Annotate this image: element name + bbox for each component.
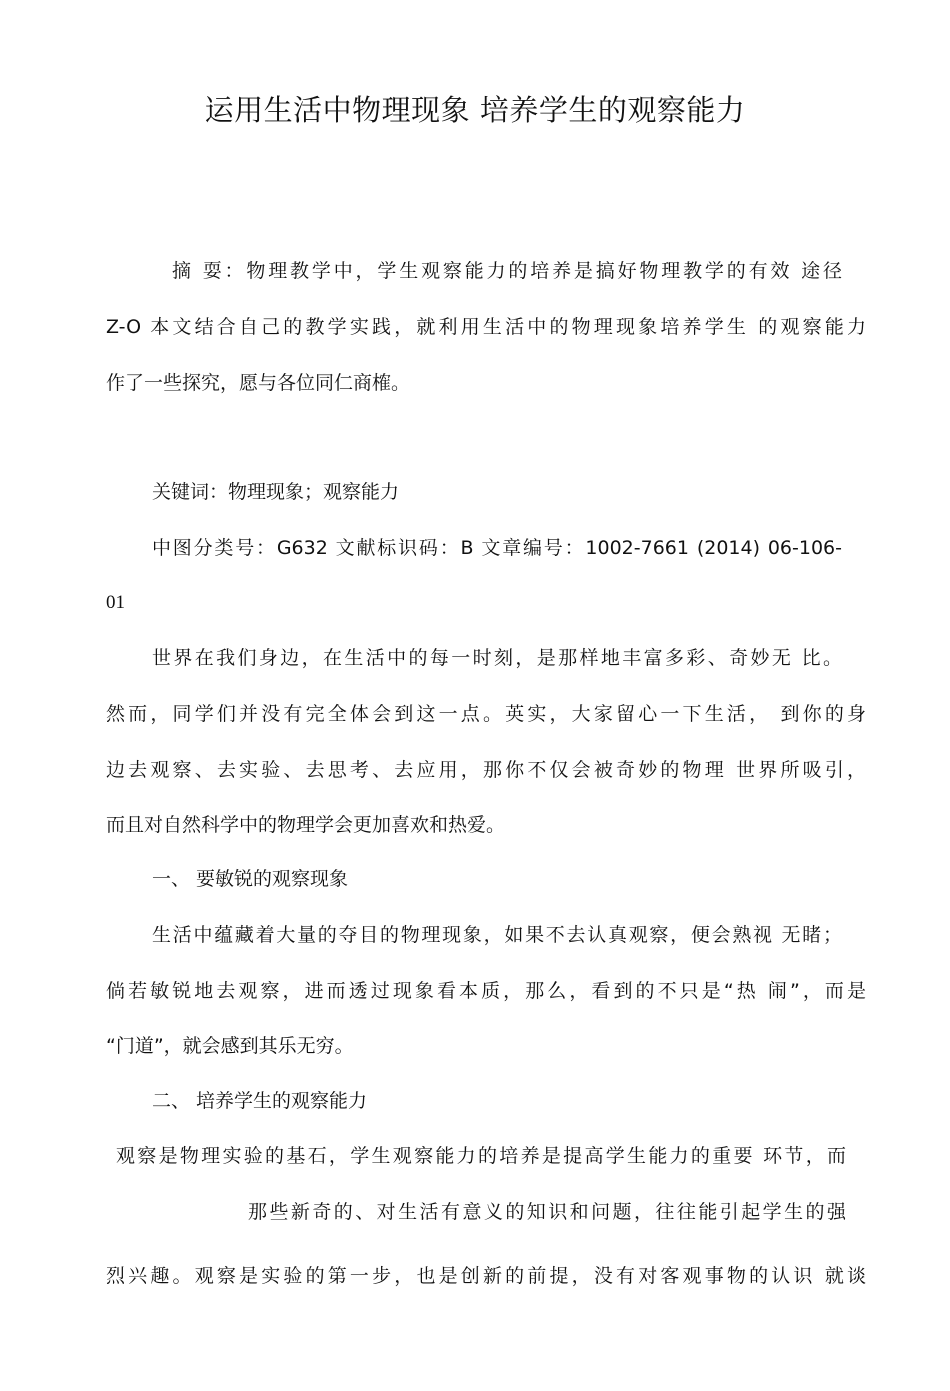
section-2-line-1: 观察是物理实验的基石，学生观察能力的培养是提高学生能力的重要 环节，而 xyxy=(116,1145,846,1167)
paragraph-1-line-4: 而且对自然科学中的物理学会更加喜欢和热爱。 xyxy=(106,814,506,836)
abstract-line-1: 摘 耍：物理教学中，学生观察能力的培养是搞好物理教学的有效 途径 xyxy=(172,260,842,282)
section-2-line-2: 那些新奇的、对生活有意义的知识和问题，往往能引起学生的强 xyxy=(248,1201,846,1223)
abstract-line-3: 作了一些探究，愿与各位同仁商榷。 xyxy=(106,372,411,394)
section-1-line-2: 倘若敏锐地去观察，进而透过现象看本质，那么，看到的不只是“热 闹”，而是 xyxy=(106,980,866,1002)
section-1-heading: 一、 要敏锐的观察现象 xyxy=(152,868,349,890)
classification-line-1: 中图分类号：G632 文献标识码：B 文章编号：1002-7661 (2014) 06-106- xyxy=(152,537,842,559)
abstract-line-2: Z-O 本文结合自己的教学实践，就利用生活中的物理现象培养学生 的观察能力 xyxy=(106,316,866,338)
document-title: 运用生活中物理现象 培养学生的观察能力 xyxy=(204,93,746,127)
keywords-line: 关键词：物理现象；观察能力 xyxy=(152,481,400,503)
section-2-line-3: 烈兴趣。观察是实验的第一步，也是创新的前提，没有对客观事物的认识 就谈 xyxy=(106,1265,866,1287)
classification-line-2: 01 xyxy=(106,592,125,613)
paragraph-1-line-1: 世界在我们身边，在生活中的每一时刻，是那样地丰富多彩、奇妙无 比。 xyxy=(152,647,842,669)
section-1-line-3: “门道”，就会感到其乐无穷。 xyxy=(106,1035,354,1057)
section-2-heading: 二、 培养学生的观察能力 xyxy=(152,1090,368,1112)
paragraph-1-line-2: 然而，同学们并没有完全体会到这一点。英实，大家留心一下生活， 到你的身 xyxy=(106,703,866,725)
paragraph-1-line-3: 边去观察、去实验、去思考、去应用，那你不仅会被奇妙的物理 世界所吸引， xyxy=(106,759,866,781)
section-1-line-1: 生活中蕴藏着大量的夺目的物理现象，如果不去认真观察，便会熟视 无睹； xyxy=(152,924,842,946)
